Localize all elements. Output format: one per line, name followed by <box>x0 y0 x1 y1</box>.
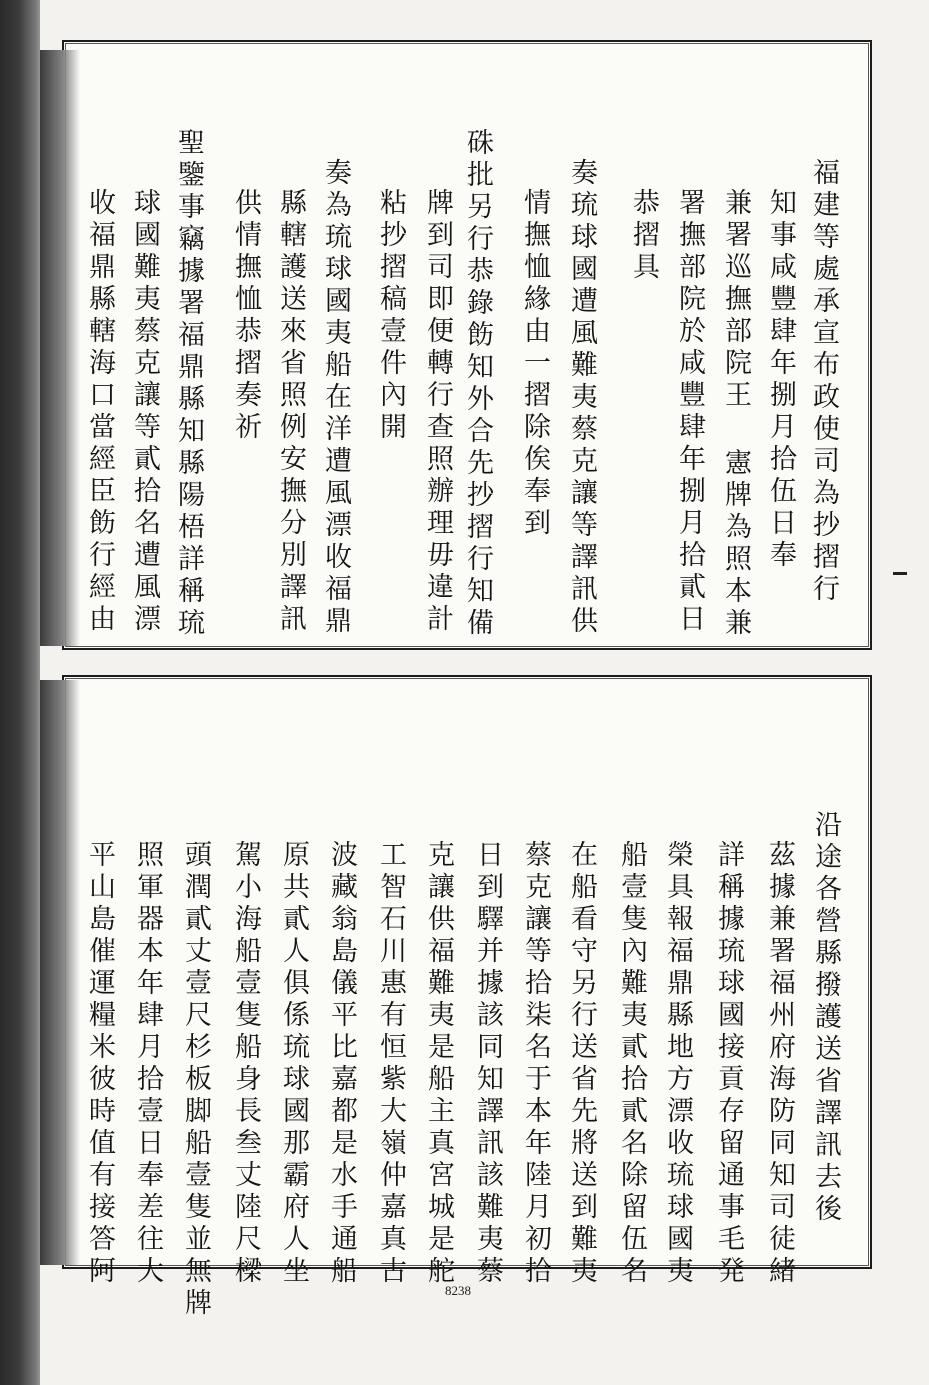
upper-spine-shadow <box>40 50 80 646</box>
lower-column-6: 在船看守另行送省先將送到難夷 <box>566 840 597 1288</box>
upper-column-7: 情撫恤緣由一摺除俟奉到 <box>519 188 550 540</box>
lower-spine-shadow <box>40 680 80 1265</box>
lower-column-8: 日到驛并據該同知譯訊該難夷蔡 <box>472 840 503 1288</box>
lower-column-2: 茲據兼署福州府海防同知司徒緒 <box>764 840 795 1288</box>
lower-column-12: 原共貳人俱係琉球國那霸府人坐 <box>278 840 309 1288</box>
lower-column-10: 工智石川惠有恒紫大嶺仲嘉真古 <box>375 840 406 1288</box>
upper-column-12: 縣轄護送來省照例安撫分別譯訊 <box>275 188 306 636</box>
upper-column-1: 福建等處承宣布政使司為抄摺行 <box>808 158 839 606</box>
lower-column-13: 駕小海船壹隻船身長叁丈陸尺樑 <box>230 840 261 1288</box>
upper-column-9: 牌到司即便轉行查照辦理毋違計 <box>422 188 453 636</box>
lower-column-3: 詳稱據琉球國接貢存留通事毛発 <box>713 840 744 1288</box>
lower-column-1: 沿途各營縣撥護送省譯訊去後 <box>810 810 841 1226</box>
lower-column-4: 榮具報福鼎縣地方漂收琉球國夷 <box>662 840 693 1288</box>
upper-column-6: 奏琉球國遭風難夷蔡克讓等譯訊供 <box>566 158 597 638</box>
margin-tick-mark <box>893 572 907 575</box>
lower-column-11: 波藏翁島儀平比嘉都是水手通船 <box>326 840 357 1288</box>
upper-column-16: 收福鼎縣轄海口當經臣飭行經由 <box>84 188 115 636</box>
lower-column-14: 頭潤貳丈壹尺杉板脚船壹隻並無牌 <box>180 840 211 1320</box>
upper-column-3: 兼署巡撫部院王 憲牌為照本兼 <box>720 188 751 640</box>
upper-column-13: 供情撫恤恭摺奏祈 <box>230 188 261 444</box>
lower-column-16: 平山島催運糧米彼時值有接答阿 <box>84 840 115 1288</box>
upper-column-8: 硃批另行恭錄飭知外合先抄摺行知備 <box>462 128 493 640</box>
lower-column-9: 克讓供福難夷是船主真宮城是舵 <box>423 840 454 1288</box>
lower-column-15: 照軍器本年肆月拾壹日奉差往大 <box>132 840 163 1288</box>
upper-column-11: 奏為琉球國夷船在洋遭風漂收福鼎 <box>320 158 351 638</box>
lower-column-5: 船壹隻內難夷貳拾貳名除留伍名 <box>616 840 647 1288</box>
upper-column-5: 恭摺具 <box>628 188 659 284</box>
upper-column-2: 知事咸豐肆年捌月拾伍日奉 <box>765 188 796 572</box>
upper-column-14: 聖鑒事竊據署福鼎縣知縣陽梧詳稱琉 <box>173 128 204 640</box>
upper-column-15: 球國難夷蔡克讓等貳拾名遭風漂 <box>129 188 160 636</box>
upper-column-10: 粘抄摺稿壹件內開 <box>375 188 406 444</box>
lower-column-7: 蔡克讓等拾柒名于本年陸月初拾 <box>520 840 551 1288</box>
upper-column-4: 署撫部院於咸豐肆年捌月拾貳日 <box>674 188 705 636</box>
page-number: 8238 <box>445 1283 471 1298</box>
